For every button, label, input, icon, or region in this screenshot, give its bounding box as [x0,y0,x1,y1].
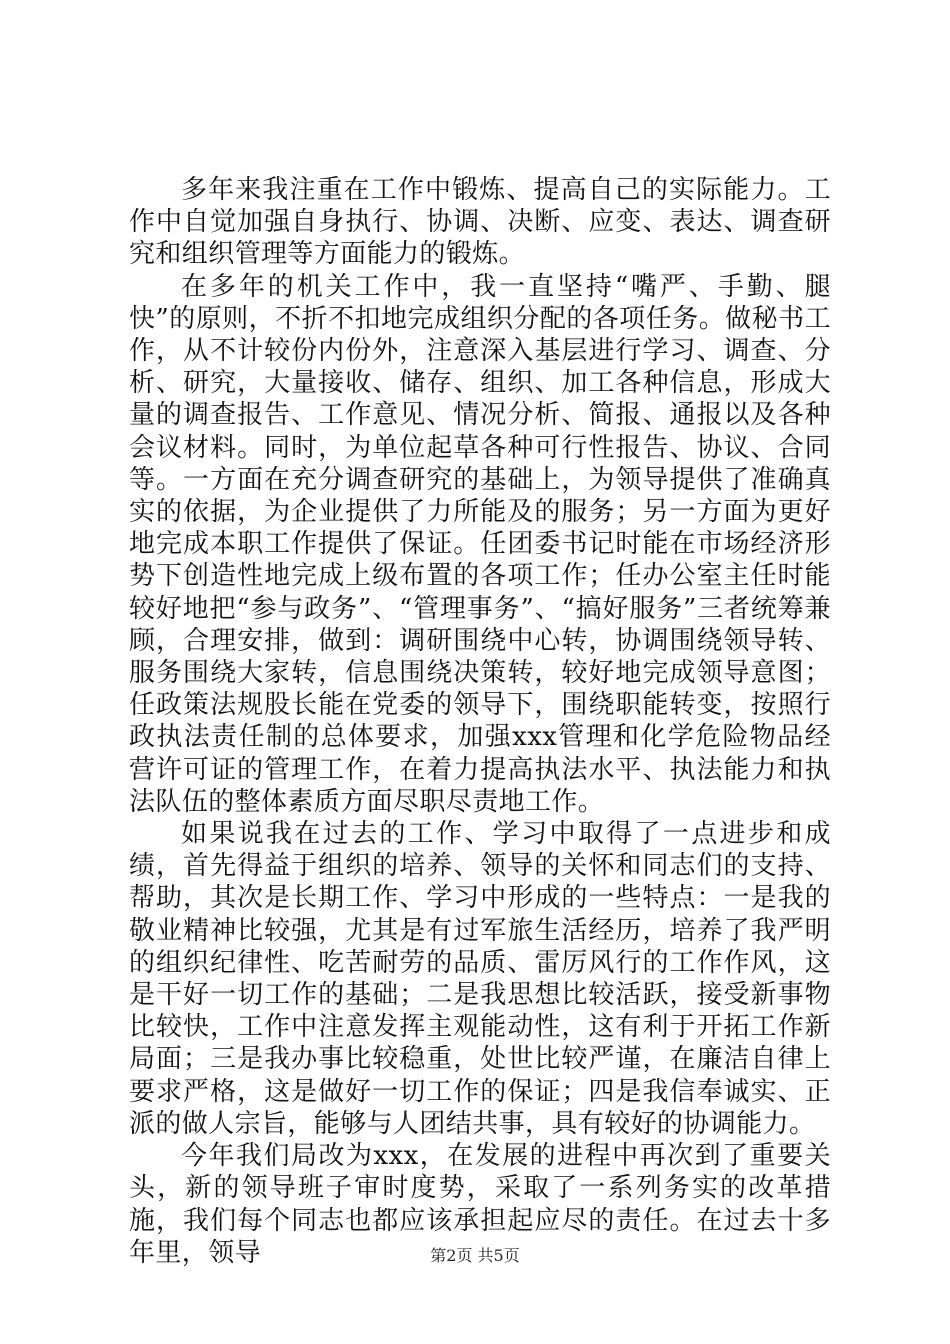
document-body [129,174,831,1269]
paragraph-3: 如果说我在过去的工作、学习中取得了一点进步和成绩，首先得益于组织的培养、领导的关怀和同志们的支持、帮助，其次是长期工作、学习中形成的一些特点：一是我的敬业精神比较强，尤其是有过军旅生活经历，培养了我严明的组织纪律性、吃苦耐劳的品质、雷厉风行的工作作风，这是干好一切工作的基础；二是我思想比较活跃，接受新事物比较快，工作中注意发挥主观能动性，这有利于开拓工作新局面；三是我办事比较稳重，处世比较严谨，在廉洁自律上要求严格，这是做好一切工作的保证；四是我信奉诚实、正派的做人宗旨，能够与人团结共事，具有较好的协调能力。 [129,819,831,1139]
paragraph-4: 今年我们局改为xxx，在发展的进程中再次到了重要关头，新的领导班子审时度势，采取了一系列务实的改革措施，我们每个同志也都应该承担起应尽的责任。在过去十多年里，领导 [129,1141,831,1268]
page-number-footer: 第2页 共5页 [430,1246,520,1265]
paragraph-2: 在多年的机关工作中，我一直坚持“嘴严、手勤、腿快”的原则，不折不扣地完成组织分配的各项任务。做秘书工作，从不计较份内份外，注意深入基层进行学习、调查、分析、研究，大量接收、储存、组织、加工各种信息，形成大量的调查报告、工作意见、情况分析、简报、通报以及各种会议材料。同时，为单位起草各种可行性报告、协议、合同等。一方面在充分调查研究的基础上，为领导提供了准确真实的依据，为企业提供了力所能及的服务；另一方面为更好地完成本职工作提供了保证。任团委书记时能在市场经济形势下创造性地完成上级布置的各项工作；任办公室主任时能较好地把“参与政务”、“管理事务”、“搞好服务”三者统筹兼顾，合理安排，做到：调研围绕中心转，协调围绕领导转、服务围绕大家转，信息围绕决策转，较好地完成领导意图；任政策法规股长能在党委的领导下，围绕职能转变，按照行政执法责任制的总体要求，加强xxx管理和化学危险物品经营许可证的管理工作，在着力提高执法水平、执法能力和执法队伍的整体素质方面尽职尽责地工作。 [129,271,831,817]
paragraph-1: 多年来我注重在工作中锻炼、提高自己的实际能力。工作中自觉加强自身执行、协调、决断、应变、表达、调查研究和组织管理等方面能力的锻炼。 [129,175,831,270]
